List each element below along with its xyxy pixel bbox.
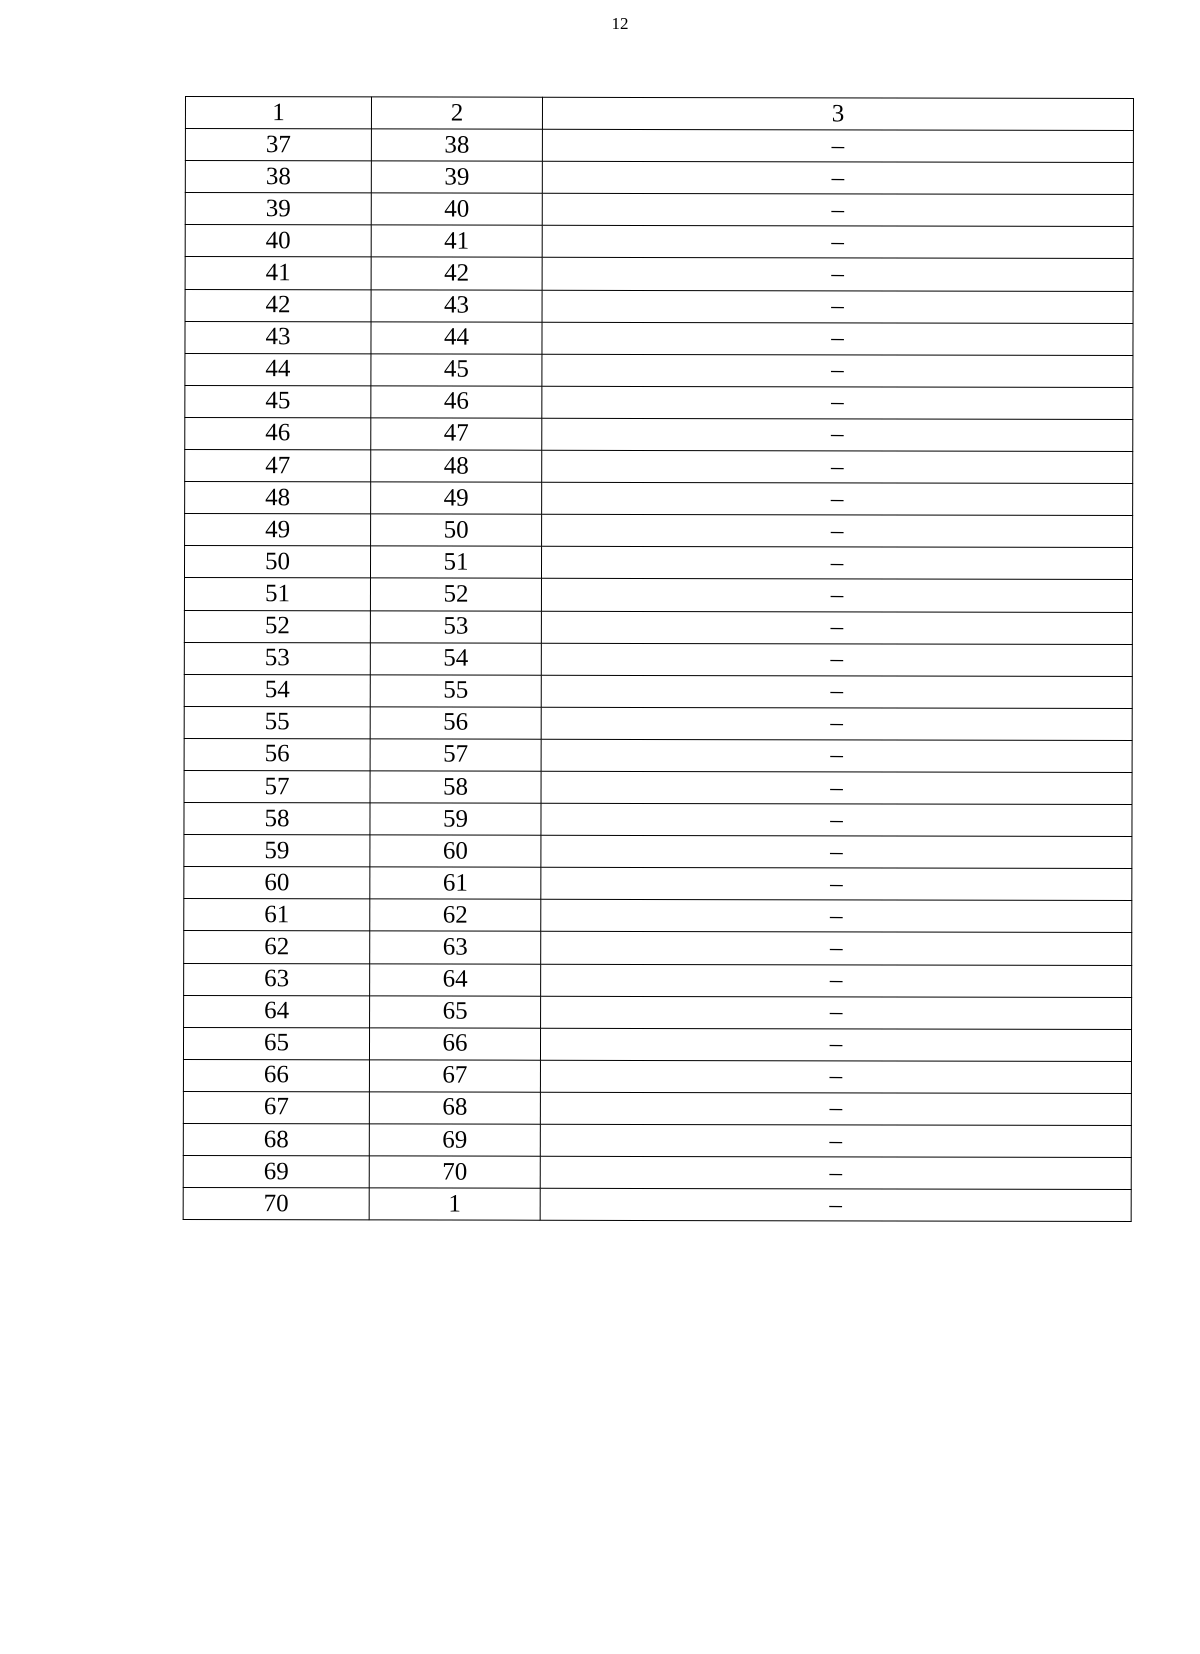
cell-col-1: 37 [185,129,371,161]
table-row [184,578,1132,612]
table-row [184,770,1132,804]
table-row [184,931,1132,965]
cell-col-1: 60 [184,867,370,899]
cell-col-2: 57 [370,739,541,771]
table-row [185,193,1133,227]
cell-col-1: 62 [184,931,370,963]
cell-col-2: 68 [369,1092,540,1124]
cell-col-1: 43 [185,321,371,353]
cell-col-2: 60 [370,835,541,867]
cell-col-3: – [540,1188,1131,1221]
table-header-row [185,97,1133,131]
cell-col-2: 65 [370,996,541,1028]
table-row [185,417,1133,451]
cell-col-1: 65 [183,1027,369,1059]
cell-col-2: 40 [371,193,542,225]
table-row [184,803,1132,837]
cell-col-2: 1 [369,1188,540,1220]
table-row [183,1091,1131,1125]
cell-col-3: – [541,547,1132,580]
cell-col-1: 55 [184,706,370,738]
cell-col-2: 66 [369,1028,540,1060]
cell-col-3: – [541,579,1132,612]
cell-col-3: – [542,290,1133,323]
table-row [185,321,1133,355]
table-row [185,161,1133,195]
cell-col-1: 48 [185,482,371,514]
cell-col-1: 69 [183,1156,369,1188]
cell-col-1: 44 [185,353,371,385]
cell-col-1: 64 [184,995,370,1027]
column-header-1: 1 [185,97,371,129]
table-row [184,835,1132,869]
cell-col-3: – [542,258,1133,291]
table-row [184,995,1132,1029]
cell-col-3: – [541,675,1132,708]
cell-col-1: 52 [184,610,370,642]
cell-col-2: 63 [370,931,541,963]
cell-col-2: 62 [370,899,541,931]
cell-col-1: 61 [184,899,370,931]
cell-col-3: – [541,803,1132,836]
cell-col-2: 67 [369,1060,540,1092]
table-row [184,546,1132,580]
table-row [185,225,1133,259]
cell-col-2: 47 [371,418,542,450]
table-row [184,674,1132,708]
cell-col-2: 51 [370,546,541,578]
table-row [185,482,1133,516]
table-row [184,963,1132,997]
cell-col-3: – [541,900,1132,933]
table-row [184,867,1132,901]
table-row [183,1059,1131,1093]
cell-col-3: – [542,482,1133,515]
cell-col-1: 63 [184,963,370,995]
cell-col-1: 51 [184,578,370,610]
table-row [185,385,1133,419]
table-row [185,353,1133,387]
cell-col-1: 47 [185,450,371,482]
cell-col-1: 50 [184,546,370,578]
cell-col-3: – [541,611,1132,644]
cell-col-1: 41 [185,257,371,289]
cell-col-3: – [540,1028,1131,1061]
cell-col-1: 66 [183,1059,369,1091]
cell-col-3: – [541,932,1132,965]
cell-col-3: – [542,354,1133,387]
cell-col-2: 48 [371,450,542,482]
cell-col-3: – [540,1124,1131,1157]
cell-col-2: 41 [371,225,542,257]
cell-col-3: – [542,129,1133,162]
cell-col-2: 61 [370,867,541,899]
cell-col-2: 53 [370,610,541,642]
cell-col-1: 38 [185,161,371,193]
table-row [185,129,1133,163]
cell-col-1: 57 [184,770,370,802]
cell-col-2: 49 [371,482,542,514]
table-row [185,289,1133,323]
cell-col-2: 52 [370,578,541,610]
cell-col-1: 67 [183,1091,369,1123]
cell-col-2: 59 [370,803,541,835]
cell-col-1: 49 [185,514,371,546]
table-row [184,642,1132,676]
cell-col-1: 59 [184,835,370,867]
cell-col-2: 46 [371,386,542,418]
cell-col-2: 69 [369,1124,540,1156]
data-table [183,96,1134,1222]
table-row [183,1027,1131,1061]
cell-col-2: 64 [370,963,541,995]
cell-col-2: 39 [371,161,542,193]
column-header-2: 2 [371,97,542,129]
table-row [185,450,1133,484]
cell-col-1: 58 [184,803,370,835]
cell-col-3: – [541,964,1132,997]
cell-col-2: 58 [370,771,541,803]
cell-col-3: – [542,161,1133,194]
cell-col-1: 46 [185,417,371,449]
cell-col-1: 70 [183,1188,369,1220]
cell-col-2: 56 [370,707,541,739]
cell-col-1: 45 [185,385,371,417]
cell-col-3: – [541,643,1132,676]
cell-col-3: – [542,450,1133,483]
cell-col-3: – [540,1156,1131,1189]
cell-col-1: 42 [185,289,371,321]
table-row [183,1156,1131,1190]
cell-col-3: – [541,707,1132,740]
cell-col-1: 53 [184,642,370,674]
cell-col-2: 43 [371,289,542,321]
table-row [184,738,1132,772]
cell-col-3: – [541,867,1132,900]
cell-col-3: – [541,835,1132,868]
cell-col-1: 68 [183,1123,369,1155]
cell-col-2: 70 [369,1156,540,1188]
page-number: 12 [611,14,629,33]
cell-col-2: 50 [371,514,542,546]
cell-col-3: – [540,1092,1131,1125]
table-row [184,899,1132,933]
cell-col-3: – [542,226,1133,259]
cell-col-2: 42 [371,257,542,289]
cell-col-3: – [541,771,1132,804]
cell-col-3: – [542,322,1133,355]
cell-col-2: 45 [371,354,542,386]
cell-col-3: – [541,996,1132,1029]
cell-col-3: – [540,1060,1131,1093]
column-header-3: 3 [542,97,1133,130]
cell-col-1: 40 [185,225,371,257]
table-row [183,1188,1131,1222]
cell-col-1: 54 [184,674,370,706]
table-row [183,1123,1131,1157]
cell-col-3: – [542,514,1133,547]
cell-col-3: – [542,418,1133,451]
table-row [185,514,1133,548]
table-row [184,706,1132,740]
cell-col-2: 38 [371,129,542,161]
cell-col-3: – [541,739,1132,772]
cell-col-1: 56 [184,738,370,770]
cell-col-3: – [542,194,1133,227]
cell-col-2: 55 [370,675,541,707]
cell-col-3: – [542,386,1133,419]
table-row [184,610,1132,644]
cell-col-1: 39 [185,193,371,225]
cell-col-2: 54 [370,642,541,674]
cell-col-2: 44 [371,322,542,354]
table-body [183,97,1133,1222]
table-row [185,257,1133,291]
